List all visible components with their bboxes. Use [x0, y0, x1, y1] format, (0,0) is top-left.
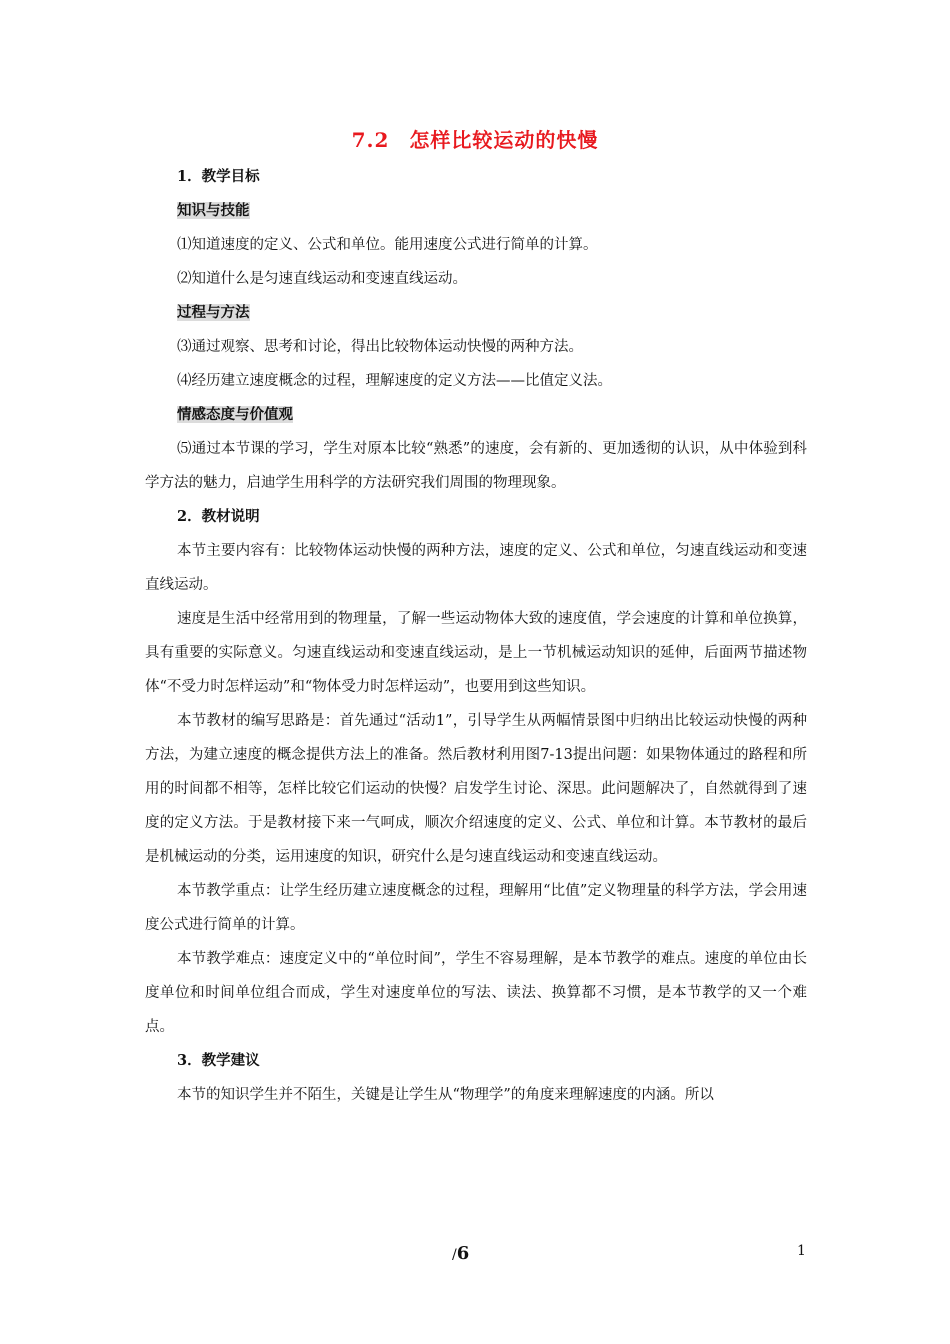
goal-item-1: ⑴知道速度的定义、公式和单位。能用速度公式进行简单的计算。	[177, 237, 598, 253]
subheading-process-methods	[145, 296, 807, 330]
page-total-indicator	[452, 1243, 469, 1264]
textbook-paragraph-1: 本节主要内容有：比较物体运动快慢的两种方法，速度的定义、公式和单位，匀速直线运动和变速直线运动。	[145, 543, 807, 593]
heading-teaching-suggestions: 3．教学建议	[177, 1052, 260, 1069]
total-pages: 6	[456, 1243, 470, 1264]
suggestion-paragraph-1: 本节的知识学生并不陌生，关键是让学生从“物理学”的角度来理解速度的内涵。所以	[177, 1087, 714, 1103]
textbook-paragraph-3: 本节教材的编写思路是：首先通过“活动1”，引导学生从两幅情景图中归纳出比较运动快慢的两种方法，为建立速度的概念提供方法上的准备。然后教材利用图7-13提出问题：如果物体通过的路程和所用的时间都不相等，怎样比较它们运动的快慢？启发学生讨论、深思。此问题解决了，自然就得到了速度的定义方法。于是教材接下来一气呵成，顺次介绍速度的定义、公式、单位和计算。本节教材的最后是机械运动的分类，运用速度的知识，研究什么是匀速直线运动和变速直线运动。	[145, 713, 807, 865]
goal-item-2: ⑵知道什么是匀速直线运动和变速直线运动。	[177, 271, 467, 287]
goal-item-5: ⑸通过本节课的学习，学生对原本比较“熟悉”的速度，会有新的、更加透彻的认识，从中体验到科学方法的魅力，启迪学生用科学的方法研究我们周围的物理现象。	[145, 441, 807, 491]
subheading-knowledge-skills	[145, 194, 807, 228]
heading-teaching-goals: 1．教学目标	[177, 168, 260, 185]
section-title-text: 怎样比较运动的快慢	[409, 128, 599, 152]
subheading-process-methods-text: 过程与方法	[177, 304, 250, 321]
heading-textbook-notes: 2．教材说明	[177, 508, 260, 525]
subheading-emotion-values	[145, 398, 807, 432]
textbook-paragraph-5: 本节教学难点：速度定义中的“单位时间”，学生不容易理解，是本节教学的难点。速度的单位由长度单位和时间单位组合而成，学生对速度单位的写法、读法、换算都不习惯，是本节教学的又一个难点。	[145, 951, 807, 1035]
document-body	[145, 160, 807, 1112]
page-title	[0, 124, 950, 153]
page-separator: /	[452, 1247, 457, 1263]
textbook-paragraph-2: 速度是生活中经常用到的物理量，了解一些运动物体大致的速度值，学会速度的计算和单位换算，具有重要的实际意义。匀速直线运动和变速直线运动，是上一节机械运动知识的延伸，后面两节描述物体“不受力时怎样运动”和“物体受力时怎样运动”，也要用到这些知识。	[145, 611, 807, 695]
section-number: 7.2	[351, 128, 390, 152]
textbook-paragraph-4: 本节教学重点：让学生经历建立速度概念的过程，理解用“比值”定义物理量的科学方法，学会用速度公式进行简单的计算。	[145, 883, 807, 933]
goal-item-4: ⑷经历建立速度概念的过程，理解速度的定义方法——比值定义法。	[177, 373, 612, 389]
goal-item-3: ⑶通过观察、思考和讨论，得出比较物体运动快慢的两种方法。	[177, 339, 583, 355]
subheading-knowledge-skills-text: 知识与技能	[177, 202, 250, 219]
subheading-emotion-values-text: 情感态度与价值观	[177, 406, 293, 423]
page-number: 1	[797, 1243, 806, 1259]
